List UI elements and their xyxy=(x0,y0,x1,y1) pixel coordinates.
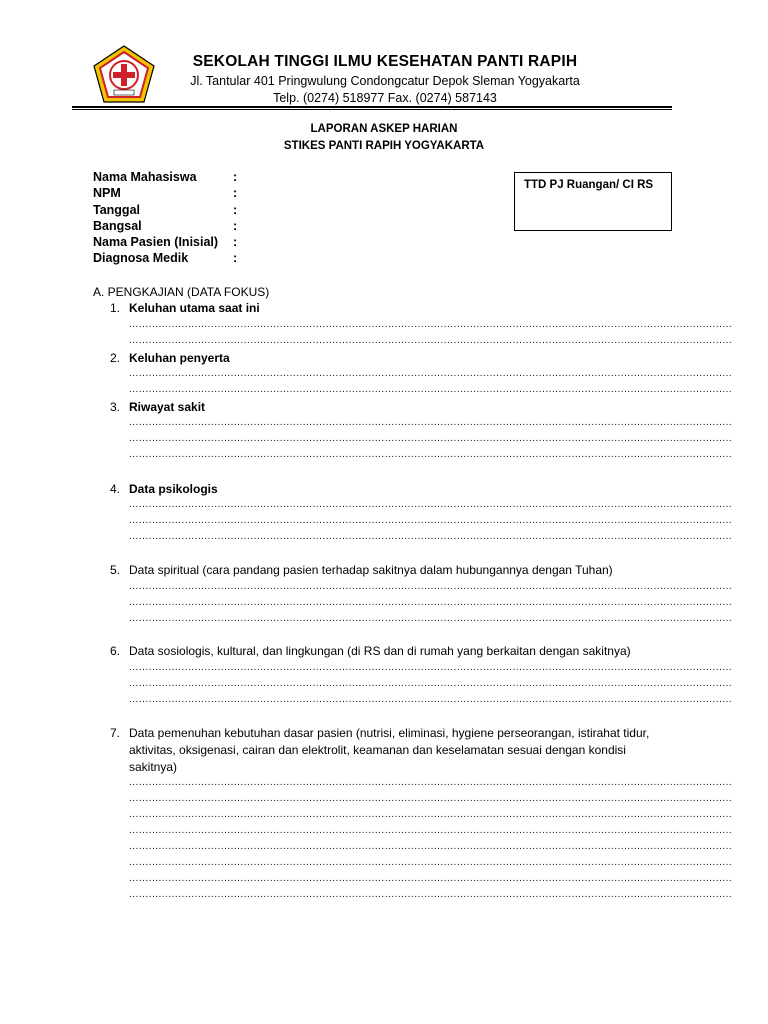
answer-line[interactable]: ........................................................................................................................................................................................ xyxy=(129,873,733,884)
question-7 xyxy=(110,725,675,776)
field-label: NPM xyxy=(93,186,121,201)
question-number: 4. xyxy=(110,482,121,496)
question-number: 2. xyxy=(110,351,121,365)
answer-line[interactable]: ........................................................................................................................................................................................ xyxy=(129,597,733,608)
question-5 xyxy=(110,562,675,579)
field-colon: : xyxy=(233,235,238,250)
school-phone: Telp. (0274) 518977 Fax. (0274) 587143 xyxy=(273,91,497,105)
question-text: Data psikologis xyxy=(129,482,218,496)
answer-line[interactable]: ........................................................................................................................................................................................ xyxy=(129,368,733,379)
answer-line[interactable]: ........................................................................................................................................................................................ xyxy=(129,662,733,673)
answer-line[interactable]: ........................................................................................................................................................................................ xyxy=(129,417,733,428)
letterhead xyxy=(160,52,610,107)
answer-line[interactable]: ........................................................................................................................................................................................ xyxy=(129,841,733,852)
header-divider-thin xyxy=(72,109,672,110)
question-text: Keluhan utama saat ini xyxy=(129,301,260,315)
report-subtitle: STIKES PANTI RAPIH YOGYAKARTA xyxy=(283,140,485,152)
answer-line[interactable]: ........................................................................................................................................................................................ xyxy=(129,581,733,592)
question-6 xyxy=(110,643,675,660)
field-label: Nama Mahasiswa xyxy=(93,170,197,184)
answer-line[interactable]: ........................................................................................................................................................................................ xyxy=(129,857,733,868)
field-colon: : xyxy=(233,202,238,217)
school-address: Jl. Tantular 401 Pringwulung Condongcatur Depok Sleman Yogyakarta xyxy=(190,74,580,88)
info-row-diagnosa-medik xyxy=(93,250,245,266)
question-text: Data pemenuhan kebutuhan dasar pasien (nutrisi, eliminasi, hygiene perseorangan, istirahat tidur, aktivitas, oksigenasi, cairan dan elektrolit, keamanan dan keselamatan sesuai dengan kondisi sakitnya) xyxy=(129,726,650,774)
answer-line[interactable]: ........................................................................................................................................................................................ xyxy=(129,499,733,510)
answer-line[interactable]: ........................................................................................................................................................................................ xyxy=(129,889,733,900)
question-text: Keluhan penyerta xyxy=(129,351,230,365)
answer-line[interactable]: ........................................................................................................................................................................................ xyxy=(129,678,733,689)
question-4 xyxy=(110,481,675,498)
signature-box-label: TTD PJ Ruangan/ CI RS xyxy=(524,179,654,191)
answer-line[interactable]: ........................................................................................................................................................................................ xyxy=(129,384,733,395)
field-label: Diagnosa Medik xyxy=(93,251,189,266)
question-number: 1. xyxy=(110,301,121,315)
question-number: 6. xyxy=(110,644,121,658)
info-row-nama-mahasiswa xyxy=(93,169,245,185)
answer-line[interactable]: ........................................................................................................................................................................................ xyxy=(129,531,733,542)
student-info xyxy=(93,169,245,267)
question-number: 5. xyxy=(110,563,121,577)
info-row-tanggal xyxy=(93,202,245,218)
answer-line[interactable]: ........................................................................................................................................................................................ xyxy=(129,449,733,460)
question-2 xyxy=(110,350,675,367)
answer-line[interactable]: ........................................................................................................................................................................................ xyxy=(129,777,733,788)
report-title: LAPORAN ASKEP HARIAN xyxy=(310,123,458,135)
school-name: SEKOLAH TINGGI ILMU KESEHATAN PANTI RAPIH xyxy=(192,53,578,70)
info-row-bangsal xyxy=(93,218,245,234)
field-colon: : xyxy=(233,186,238,201)
field-colon: : xyxy=(233,251,238,266)
school-emblem-icon xyxy=(92,44,156,106)
info-row-npm xyxy=(93,185,245,201)
answer-line[interactable]: ........................................................................................................................................................................................ xyxy=(129,515,733,526)
header-divider xyxy=(72,106,672,108)
answer-line[interactable]: ........................................................................................................................................................................................ xyxy=(129,825,733,836)
question-number: 3. xyxy=(110,400,121,414)
answer-line[interactable]: ........................................................................................................................................................................................ xyxy=(129,319,733,330)
field-label: Bangsal xyxy=(93,218,142,233)
field-label: Nama Pasien (Inisial) xyxy=(93,235,219,250)
answer-line[interactable]: ........................................................................................................................................................................................ xyxy=(129,694,733,705)
question-text: Data spiritual (cara pandang pasien terhadap sakitnya dalam hubungannya dengan Tuhan) xyxy=(129,563,613,577)
question-text: Data sosiologis, kultural, dan lingkungan (di RS dan di rumah yang berkaitan dengan sakitnya) xyxy=(129,644,631,658)
answer-line[interactable]: ........................................................................................................................................................................................ xyxy=(129,335,733,346)
signature-box[interactable] xyxy=(514,172,672,231)
question-1 xyxy=(110,300,675,317)
field-label: Tanggal xyxy=(93,202,140,217)
answer-line[interactable]: ........................................................................................................................................................................................ xyxy=(129,613,733,624)
answer-line[interactable]: ........................................................................................................................................................................................ xyxy=(129,809,733,820)
question-3 xyxy=(110,399,675,416)
question-text: Riwayat sakit xyxy=(129,400,206,414)
info-row-nama-pasien xyxy=(93,234,245,250)
question-number: 7. xyxy=(110,726,121,740)
answer-line[interactable]: ........................................................................................................................................................................................ xyxy=(129,793,733,804)
field-colon: : xyxy=(233,170,238,184)
answer-line[interactable]: ........................................................................................................................................................................................ xyxy=(129,433,733,444)
field-colon: : xyxy=(233,218,238,233)
section-heading: A. PENGKAJIAN (DATA FOKUS) xyxy=(93,285,270,299)
